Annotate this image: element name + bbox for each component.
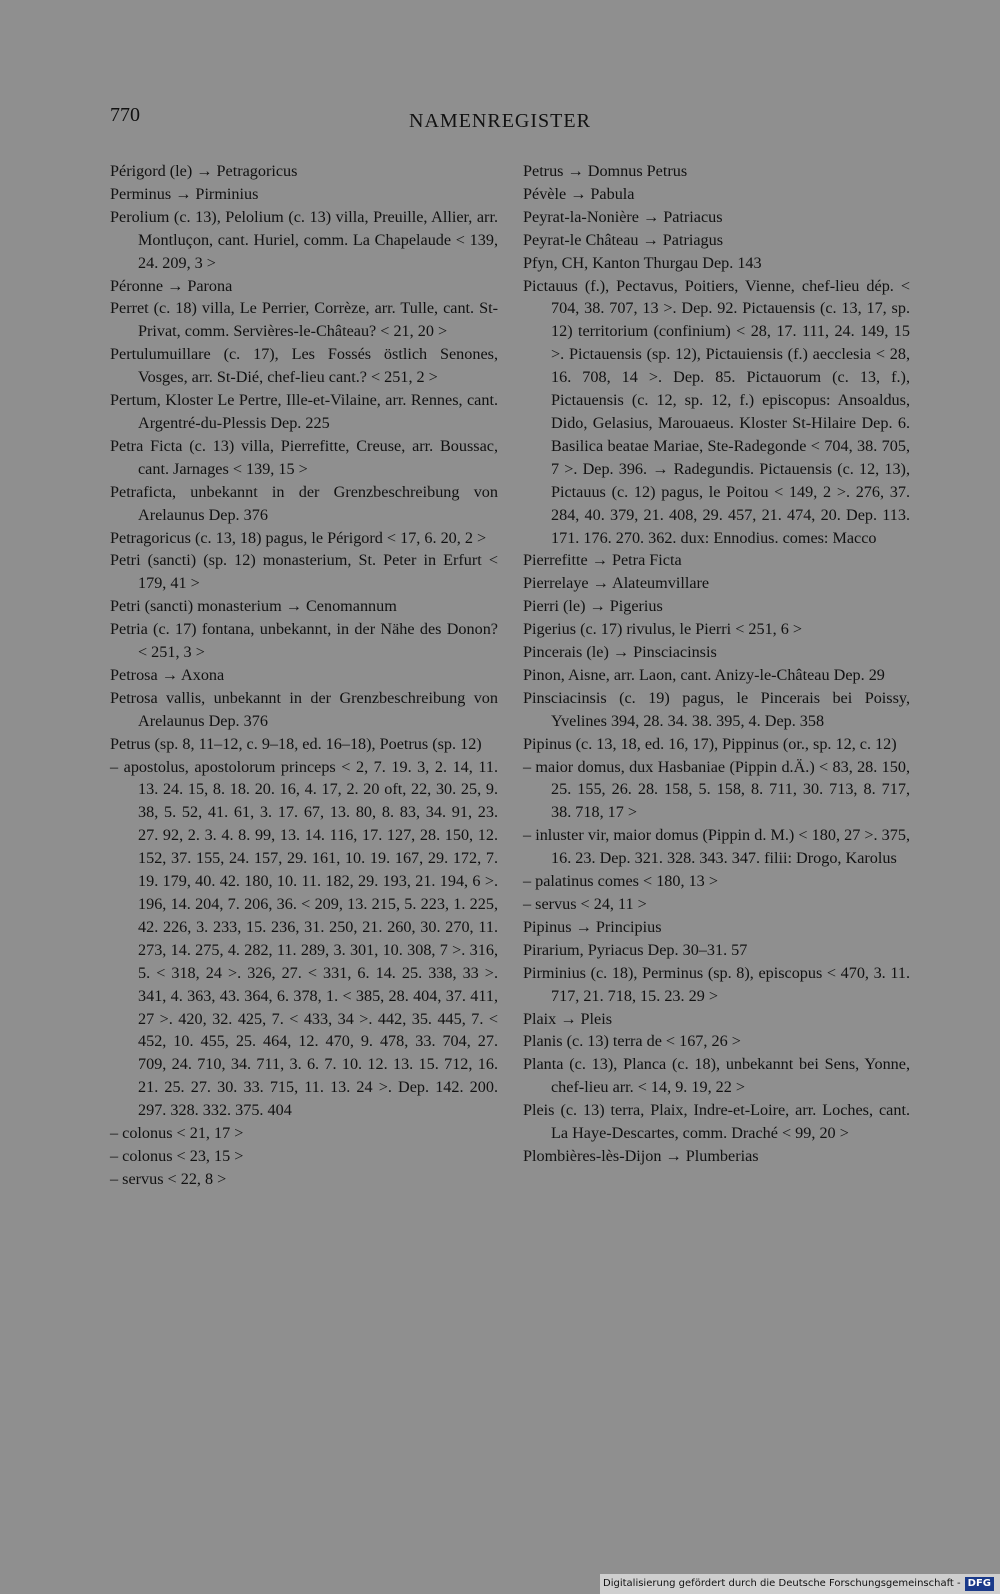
index-entry: Petrosa → Axona: [110, 665, 225, 684]
index-subentry: – palatinus comes < 180, 13 >: [523, 872, 718, 891]
dfg-logo: DFG: [965, 1577, 994, 1591]
index-entry: Périgord (le) → Petragoricus: [110, 162, 298, 180]
left-column: [110, 160, 498, 1191]
index-entry: Planis (c. 13) terra de < 167, 26 >: [523, 1032, 741, 1051]
index-entry: Pincerais (le) → Pinsciacinsis: [523, 643, 717, 662]
running-head: NAMENREGISTER: [409, 110, 591, 132]
index-subentry: – servus < 22, 8 >: [110, 1169, 227, 1188]
footer-text: Digitalisierung gefördert durch die Deutsche Forschungsgemeinschaft -: [603, 1578, 961, 1589]
index-entry: Planta (c. 13), Planca (c. 18), unbekannt bei Sens, Yonne, chef-lieu arr. < 14, 9. 19, 22 >: [523, 1055, 910, 1097]
index-entry: Plombières-lès-Dijon → Plumberias: [523, 1146, 759, 1165]
index-entry: Petrosa vallis, unbekannt in der Grenzbeschreibung von Arelaunus Dep. 376: [110, 688, 498, 730]
index-entry: Petragoricus (c. 13, 18) pagus, le Périgord < 17, 6. 20, 2 >: [110, 528, 487, 547]
index-entry: Pinsciacinsis (c. 19) pagus, le Pincerais bei Poissy, Yvelines 394, 28. 34. 38. 395, 4. Dep. 358: [523, 688, 910, 730]
index-entry: Pirminius (c. 18), Perminus (sp. 8), episcopus < 470, 3. 11. 717, 21. 718, 15. 23. 29 >: [523, 963, 910, 1005]
index-entry: Pertum, Kloster Le Pertre, Ille-et-Vilaine, arr. Rennes, cant. Argentré-du-Plessis Dep. 225: [110, 391, 498, 432]
index-entry: Perret (c. 18) villa, Le Perrier, Corrèze, arr. Tulle, cant. St-Privat, comm. Servières-le-Château? < 21, 20 >: [110, 299, 498, 341]
index-subentry: – apostolus, apostolorum princeps < 2, 7. 19. 3, 2. 14, 11. 13. 24. 15, 8. 18. 20. 16, 4. 17, 2. 20 oft, 22, 30. 25, 9. 38, 5. 52, 41. 61, 3. 17. 67, 13. 80, 8. 83, 34. 91, 23. 27. 92, 2. 3. 4. 8. 99, 13. 14. 116, 17. 127, 28. 150, 12. 152, 37. 155, 24. 157, 29. 161, 10. 19. 167, 29. 172, 7. 19. 179, 40. 42. 180, 10. 11. 182, 29. 193, 21. 194, 6 >. 196, 14. 204, 7. 206, 36. < 209, 13. 215, 5. 223, 1. 225, 42. 226, 3. 233, 15. 236, 31. 250, 21. 260, 30. 270, 11. 273, 14. 275, 4. 282, 11. 289, 3. 301, 10. 308, 7 >. 316, 5. < 318, 24 >. 326, 27. < 331, 6. 14. 25. 338, 33 >. 341, 4. 363, 43. 364, 6. 378, 1. < 385, 28. 404, 37. 411, 27 >. 420, 32. 425, 7. < 433, 34 >. 442, 35. 445, 7. < 452, 10. 455, 25. 464, 12. 470, 9. 478, 33. 704, 27. 709, 24. 710, 34. 711, 3. 6. 7. 10. 12. 13. 15. 712, 16. 21. 25. 27. 30. 33. 715, 11. 13. 24 >. Dep. 142. 200. 297. 328. 332. 375. 404: [110, 757, 498, 1120]
index-entry: Petria (c. 17) fontana, unbekannt, in der Nähe des Donon? < 251, 3 >: [110, 620, 498, 662]
index-entry: Péronne → Parona: [110, 276, 233, 295]
index-entry: Pipinus (c. 13, 18, ed. 16, 17), Pippinus (or., sp. 12, c. 12): [523, 734, 897, 753]
index-entry: Peyrat-le Château → Patriagus: [523, 230, 724, 249]
footer-credit: [600, 1574, 1000, 1594]
index-subentry: – servus < 24, 11 >: [523, 895, 647, 913]
index-entry: Perolium (c. 13), Pelolium (c. 13) villa, Preuille, Allier, arr. Montluçon, cant. Huriel, comm. La Chapelaude < 139, 24. 209, 3 >: [110, 207, 498, 272]
index-entry: Pirarium, Pyriacus Dep. 30–31. 57: [523, 940, 748, 959]
index-entry: Pierri (le) → Pigerius: [523, 597, 663, 616]
index-entry: Pleis (c. 13) terra, Plaix, Indre-et-Loire, arr. Loches, cant. La Haye-Descartes, comm. Draché < 99, 20 >: [523, 1101, 910, 1143]
index-entry: Pierrelaye → Alateumvillare: [523, 574, 710, 593]
index-entry: Peyrat-la-Nonière → Patriacus: [523, 207, 723, 226]
index-entry: Pictauus (f.), Pectavus, Poitiers, Vienne, chef-lieu dép. < 704, 38. 707, 13 >. Dep. 92. Pictauensis (c. 13, 17, sp. 12) territorium (confinium) < 28, 17. 111, 24. 149, 15 >. Pictauensis (sp. 12), Pictauiensis (f.) aecclesia < 28, 16. 708, 14 >. Dep. 85. Pictauorum (c. 13, f.), Pictauensis (c. 12, sp. 12, f.) episcopus: Ansoaldus, Dido, Gelasius, Marouaeus. Kloster St-Hilaire Dep. 6. Basilica beatae Mariae, Ste-Radegonde < 704, 38. 705, 7 >. Dep. 396. → Radegundis. Pictauensis (c. 12, 13), Pictauus (c. 12) pagus, le Poitou < 149, 2 >. 276, 37. 284, 40. 379, 21. 408, 29. 457, 21. 474, 20. Dep. 113. 171. 176. 270. 362. dux: Ennodius. comes: Macco: [523, 276, 910, 547]
index-entry: Petraficta, unbekannt in der Grenzbeschreibung von Arelaunus Dep. 376: [110, 482, 498, 524]
index-entry: Perminus → Pirminius: [110, 184, 259, 203]
page-number: 770: [110, 104, 140, 126]
index-entry: Plaix → Pleis: [523, 1009, 613, 1028]
index-subentry: – colonus < 23, 15 >: [110, 1146, 244, 1165]
index-entry: Pévèle → Pabula: [523, 184, 635, 203]
index-subentry: – colonus < 21, 17 >: [110, 1124, 244, 1143]
index-subentry: – inluster vir, maior domus (Pippin d. M.) < 180, 27 >. 375, 16. 23. Dep. 321. 328. 343. 347. filii: Drogo, Karolus: [523, 826, 910, 868]
index-entry: Petrus → Domnus Petrus: [523, 162, 688, 180]
index-entry: Pigerius (c. 17) rivulus, le Pierri < 251, 6 >: [523, 620, 803, 639]
index-entry: Pinon, Aisne, arr. Laon, cant. Anizy-le-Château Dep. 29: [523, 665, 885, 684]
index-entry: Pipinus → Principius: [523, 917, 662, 936]
index-entry: Pierrefitte → Petra Ficta: [523, 551, 682, 570]
index-entry: Pfyn, CH, Kanton Thurgau Dep. 143: [523, 253, 762, 272]
index-entry: Pertulumuillare (c. 17), Les Fossés östlich Senones, Vosges, arr. St-Dié, chef-lieu cant.? < 251, 2 >: [110, 345, 498, 387]
index-subentry: – maior domus, dux Hasbaniae (Pippin d.Ä.) < 83, 28. 150, 25. 155, 26. 28. 158, 5. 158, 8. 711, 30. 713, 8. 717, 38. 718, 17 >: [523, 757, 910, 822]
right-column: [523, 160, 910, 1168]
index-entry: Petri (sancti) (sp. 12) monasterium, St. Peter in Erfurt < 179, 41 >: [110, 551, 498, 593]
index-entry: Petra Ficta (c. 13) villa, Pierrefitte, Creuse, arr. Boussac, cant. Jarnages < 139, 15 >: [110, 436, 498, 478]
index-entry: Petrus (sp. 8, 11–12, c. 9–18, ed. 16–18), Poetrus (sp. 12): [110, 734, 482, 753]
index-entry: Petri (sancti) monasterium → Cenomannum: [110, 597, 397, 616]
